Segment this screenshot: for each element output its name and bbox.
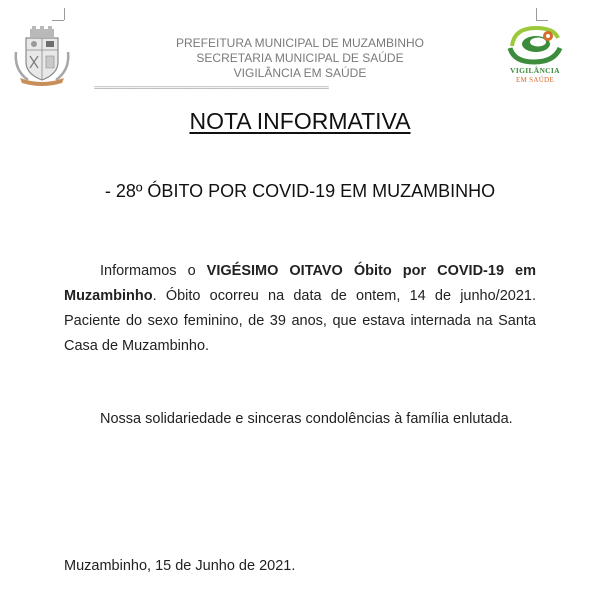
header-line-vigilancia: VIGILÂNCIA EM SAÚDE xyxy=(233,66,367,80)
condolences-paragraph: Nossa solidariedade e sinceras condolências à família enlutada. xyxy=(100,411,513,427)
page-subtitle: - 28º ÓBITO POR COVID-19 EM MUZAMBINHO xyxy=(104,181,496,201)
header-line-secretaria: SECRETARIA MUNICIPAL DE SAÚDE xyxy=(196,51,404,65)
paragraph-intro: Informamos o xyxy=(100,263,207,279)
vigilancia-saude-logo xyxy=(500,22,570,88)
logo-text-em-saude: EM SAÚDE xyxy=(516,76,554,84)
header-separator: ================================================================ xyxy=(94,84,329,92)
paragraph-highlight: VIGÉSIMO OITAVO Óbito por COVID-19 em Muzambinho xyxy=(64,263,536,304)
vigilancia-saude-logo-icon xyxy=(500,22,570,66)
main-paragraph xyxy=(64,259,536,359)
paragraph-details: . Óbito ocorreu na data de ontem, 14 de junho/2021. Paciente do sexo feminino, de 39 anos, que estava internada na Santa Casa de Muzambinho. xyxy=(64,288,536,354)
page-title: NOTA INFORMATIVA xyxy=(189,108,411,134)
logo-text-vigilancia: VIGILÂNCIA xyxy=(510,66,560,75)
letterhead xyxy=(0,0,600,100)
header-line-prefeitura: PREFEITURA MUNICIPAL DE MUZAMBINHO xyxy=(175,36,425,50)
signature-date: Muzambinho, 15 de Junho de 2021. xyxy=(64,558,296,574)
